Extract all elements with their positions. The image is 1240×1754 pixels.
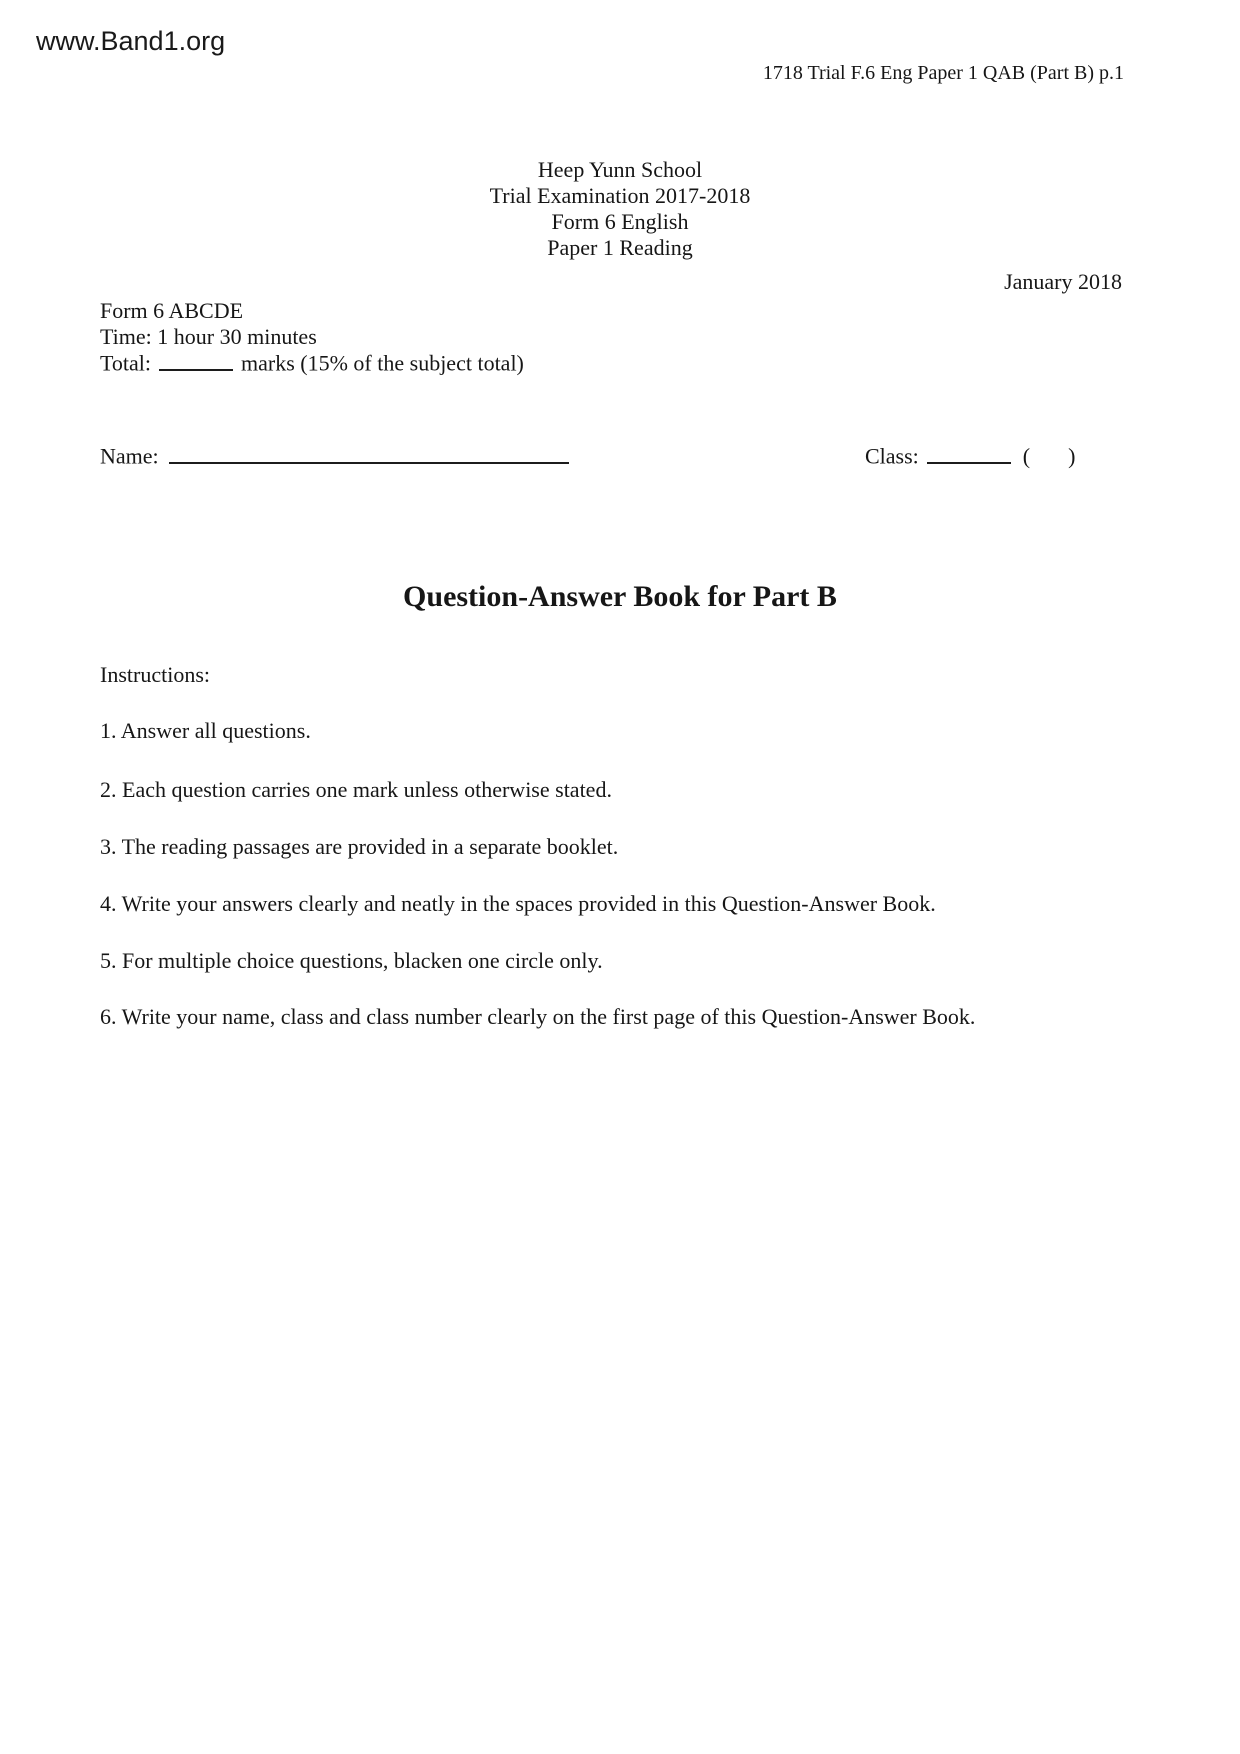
name-field-group (100, 443, 569, 470)
school-name: Heep Yunn School (537, 157, 703, 182)
paper-title: Paper 1 Reading (547, 235, 693, 260)
exam-title: Trial Examination 2017-2018 (489, 183, 751, 208)
instruction-item-3: 3. The reading passages are provided in a separate booklet. (100, 834, 619, 859)
class-number-paren-close: ) (1068, 443, 1076, 469)
exam-header-block (0, 157, 1240, 261)
question-answer-book-title: Question-Answer Book for Part B (403, 580, 837, 613)
class-number-paren-open: ( (1022, 443, 1031, 469)
total-marks-line (100, 350, 524, 377)
class-blank-line (927, 443, 1011, 464)
name-blank-line (169, 443, 569, 464)
instruction-item-1: 1. Answer all questions. (100, 718, 311, 743)
instruction-item-5: 5. For multiple choice questions, blacken one circle only. (100, 948, 603, 973)
total-marks-blank (159, 350, 233, 371)
page-header-reference: 1718 Trial F.6 Eng Paper 1 QAB (Part B) p.1 (762, 62, 1124, 84)
name-label: Name: (100, 443, 159, 469)
class-field-group (865, 443, 1075, 470)
instructions-heading: Instructions: (100, 662, 210, 687)
instruction-item-2: 2. Each question carries one mark unless otherwise stated. (100, 777, 612, 802)
instruction-item-4: 4. Write your answers clearly and neatly in the spaces provided in this Question-Answer Book. (100, 891, 936, 916)
total-label: Total: (100, 350, 152, 376)
class-label: Class: (865, 443, 919, 469)
time-allowed-line: Time: 1 hour 30 minutes (100, 324, 317, 349)
form-class-line: Form 6 ABCDE (100, 298, 244, 323)
exam-date: January 2018 (1004, 269, 1122, 294)
total-marks-suffix: marks (15% of the subject total) (241, 350, 524, 376)
instruction-item-6: 6. Write your name, class and class number clearly on the first page of this Question-Answer Book. (100, 1004, 976, 1029)
form-subject: Form 6 English (551, 209, 689, 234)
watermark-site-link: www.Band1.org (36, 26, 226, 56)
exam-info-block (100, 298, 524, 377)
